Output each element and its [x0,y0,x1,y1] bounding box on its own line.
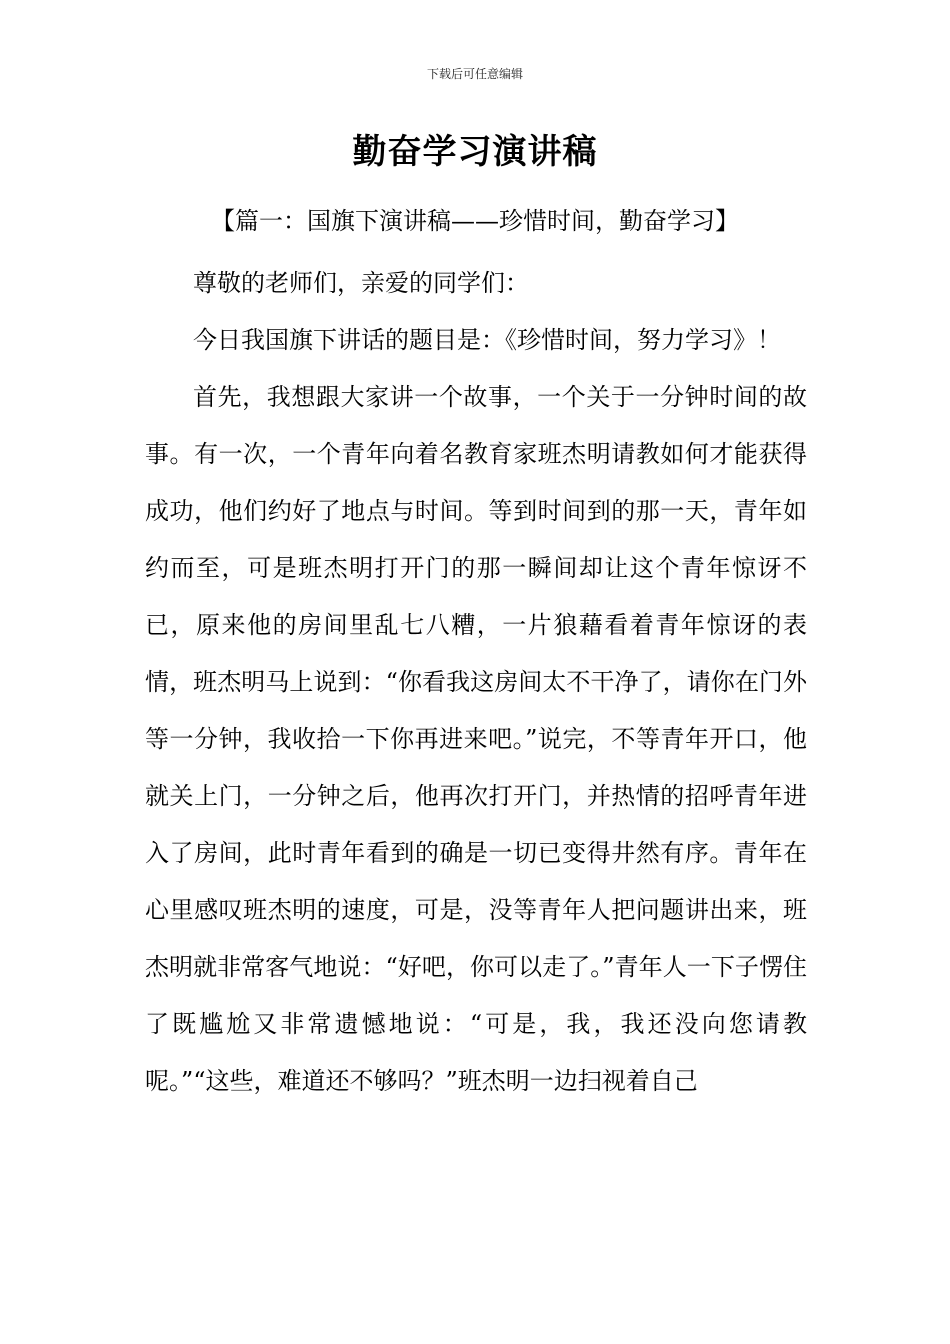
paragraph-salutation: 尊敬的老师们，亲爱的同学们： [193,269,529,297]
section-heading: 【篇一：国旗下演讲稿——珍惜时间，勤奋学习】 [211,207,739,235]
paragraph-story: 首先，我想跟大家讲一个故事，一个关于一分钟时间的故事。有一次，一个青年向着名教育家班杰明请教如何才能获得成功，他们约好了地点与时间。等到时间到的那一天，青年如约而至，可是班杰明打开门的那一瞬间却让这个青年惊讶不已，原来他的房间里乱七八糟，一片狼藉看着青年惊讶的表情，班杰明马上说到：“你看我这房间太不干净了，请你在门外等一分钟，我收拾一下你再进来吧。”说完，不等青年开口，他就关上门，一分钟之后，他再次打开门，并热情的招呼青年进入了房间，此时青年看到的确是一切已变得井然有序。青年在心里感叹班杰明的速度，可是，没等青年人把问题讲出来，班杰明就非常客气地说：“好吧，你可以走了。”青年人一下子愣住了既尴尬又非常遗憾地说：“可是，我，我还没向您请教呢。”“这些，难道还不够吗？”班杰明一边扫视着自己 [145,383,807,1095]
header-note: 下载后可任意编辑 [426,67,523,81]
document-title: 勤奋学习演讲稿 [352,132,598,172]
paragraph-topic: 今日我国旗下讲话的题目是：《珍惜时间，努力学习》！ [193,326,781,354]
document-body [145,255,807,1110]
